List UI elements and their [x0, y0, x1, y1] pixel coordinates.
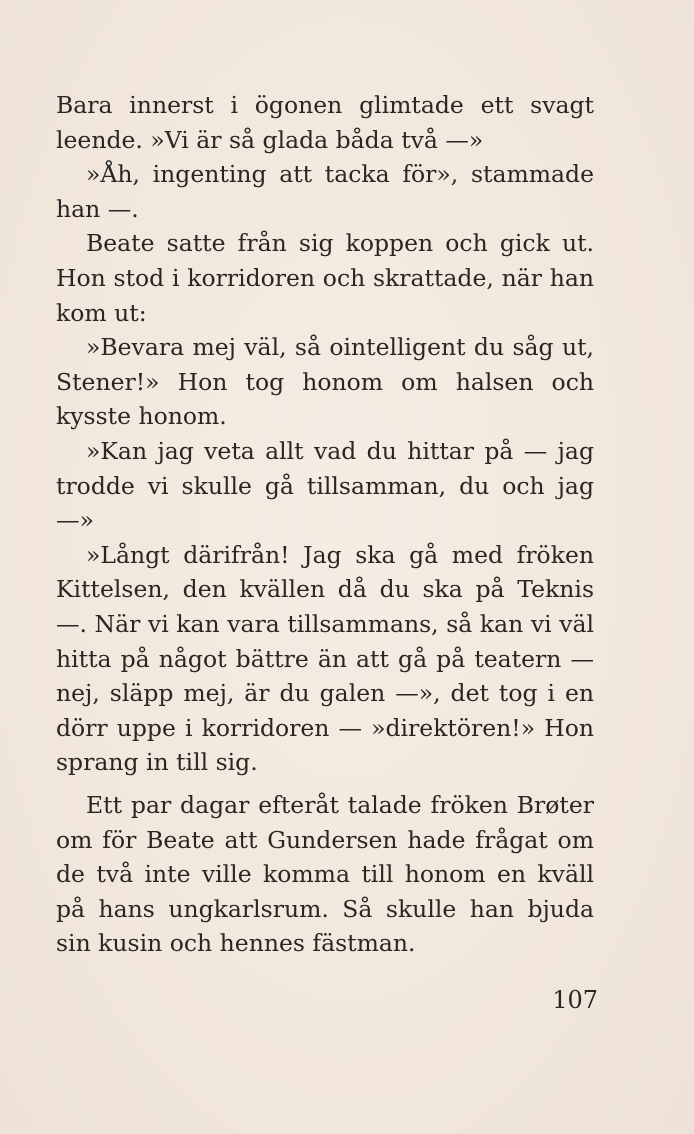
paragraph: Bara innerst i ögonen glimtade ett svagt leende. »Vi är så glada båda två —»: [56, 91, 594, 154]
paragraph: »Långt därifrån! Jag ska gå med fröken Kittelsen, den kvällen då du ska på Teknis —. När vi kan vara tillsammans, så kan vi väl hitta på något bättre än att gå på teatern — nej, släpp mej, är du galen —», det tog i en dörr uppe i korridoren — »direktören!» Hon sprang in till sig.: [56, 540, 594, 777]
paragraph: »Kan jag veta allt vad du hittar på — jag trodde vi skulle gå tillsamman, du och jag —»: [56, 436, 594, 535]
text-section-top: [56, 88, 594, 780]
paragraph: Ett par dagar efteråt talade fröken Brøter om för Beate att Gundersen hade frågat om de två inte ville komma till honom en kväll på hans ungkarlsrum. Så skulle han bjuda sin kusin och hennes fästman.: [56, 791, 594, 958]
text-section-bottom: [56, 788, 594, 961]
paragraph: »Åh, ingenting att tacka för», stammade han —.: [56, 160, 594, 223]
paragraph: Beate satte från sig koppen och gick ut. Hon stod i korridoren och skrattade, när han kom ut:: [56, 229, 594, 327]
page-number: 107: [552, 986, 598, 1014]
paragraph: »Bevara mej väl, så ointelligent du såg ut, Stener!» Hon tog honom om halsen och kysste honom.: [56, 333, 594, 431]
